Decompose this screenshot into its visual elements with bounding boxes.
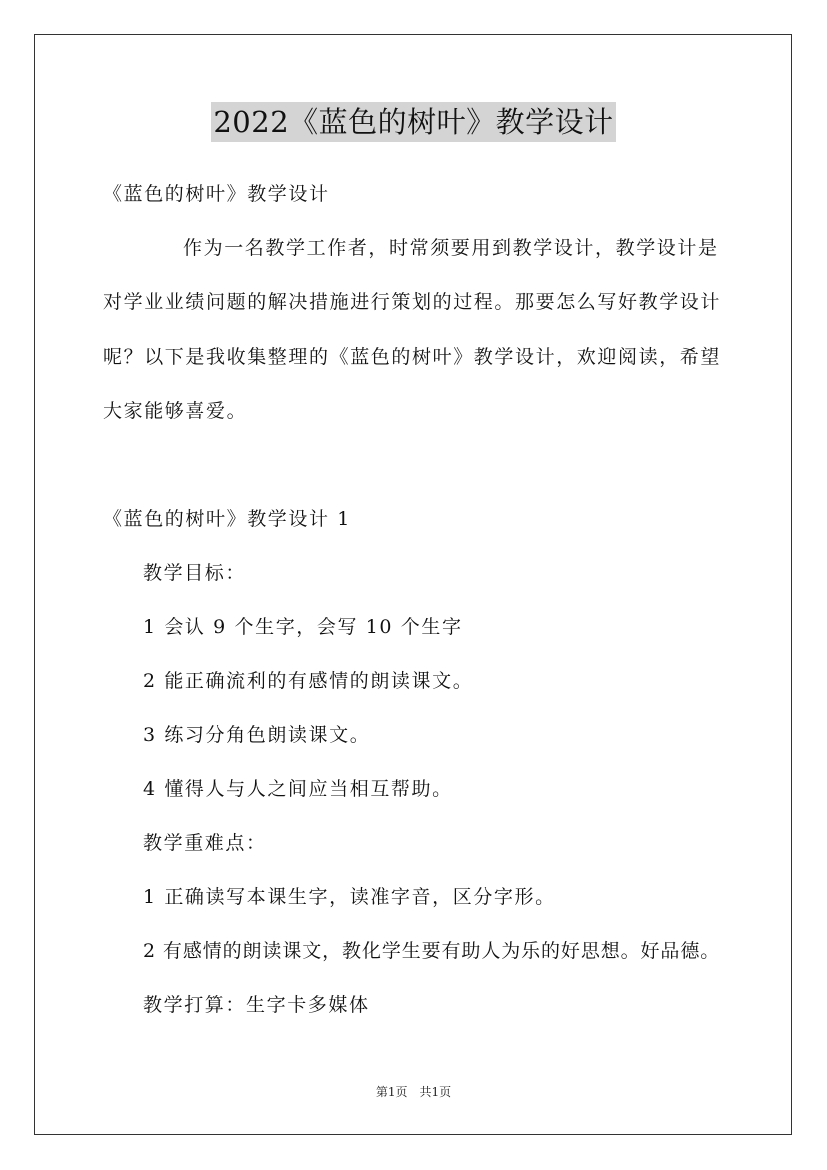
body-line: 2 有感情的朗读课文，教化学生要有助人为乐的好思想。好品德。	[143, 940, 721, 962]
body-line: 4 懂得人与人之间应当相互帮助。	[143, 778, 453, 800]
body-line: 2 能正确流利的有感情的朗读课文。	[143, 670, 474, 692]
body-line: 1 正确读写本课生字，读准字音，区分字形。	[143, 886, 556, 908]
document-subtitle: 《蓝色的树叶》教学设计	[103, 183, 330, 205]
body-line: 1 会认 9 个生字，会写 10 个生字	[143, 616, 463, 638]
intro-line: 大家能够喜爱。	[103, 400, 248, 422]
title-wrap	[0, 102, 827, 142]
body-line: 教学重难点：	[143, 832, 267, 854]
body-line: 教学打算：生字卡多媒体	[143, 994, 370, 1016]
intro-line: 呢？以下是我收集整理的《蓝色的树叶》教学设计，欢迎阅读，希望	[103, 346, 722, 368]
intro-line: 作为一名教学工作者，时常须要用到教学设计，教学设计是	[183, 237, 719, 259]
document-title: 2022《蓝色的树叶》教学设计	[211, 102, 615, 142]
section-heading: 《蓝色的树叶》教学设计 1	[103, 508, 351, 530]
page-footer: 第1页 共1页	[375, 1085, 452, 1099]
body-line: 3 练习分角色朗读课文。	[143, 724, 371, 746]
body-line: 教学目标：	[143, 562, 247, 584]
intro-line: 对学业业绩问题的解决措施进行策划的过程。那要怎么写好教学设计	[103, 291, 722, 313]
